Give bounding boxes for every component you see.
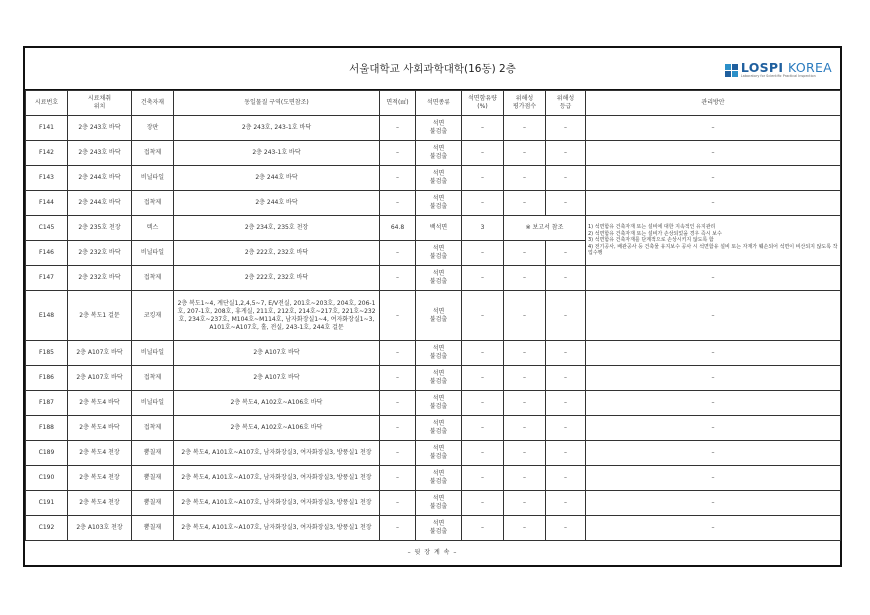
cell-pct: – xyxy=(462,516,504,541)
cell-pct: – xyxy=(462,466,504,491)
cell-loc: 2층 243호 바닥 xyxy=(68,141,132,166)
cell-score: – xyxy=(504,116,546,141)
cell-id: F144 xyxy=(26,191,68,216)
cell-loc: 2층 복도4 바닥 xyxy=(68,391,132,416)
cell-area: – xyxy=(380,366,416,391)
cell-mgmt: – xyxy=(586,366,841,391)
cell-zone: 2층 244호 바닥 xyxy=(174,191,380,216)
cell-pct: 3 xyxy=(462,216,504,241)
cell-pct: – xyxy=(462,491,504,516)
table-row xyxy=(26,141,841,166)
cell-mat: 비닐타일 xyxy=(132,166,174,191)
cell-mat: 텍스 xyxy=(132,216,174,241)
cell-zone: 2층 222호, 232호 바닥 xyxy=(174,241,380,266)
table-row xyxy=(26,291,841,341)
cell-type: 석면 불검출 xyxy=(416,341,462,366)
cell-id: F188 xyxy=(26,416,68,441)
cell-pct: – xyxy=(462,116,504,141)
cell-type: 석면 불검출 xyxy=(416,191,462,216)
cell-id: C145 xyxy=(26,216,68,241)
cell-mgmt: – xyxy=(586,416,841,441)
table-row xyxy=(26,191,841,216)
cell-loc: 2층 A107호 바닥 xyxy=(68,341,132,366)
cell-mgmt: – xyxy=(586,491,841,516)
cell-grade: – xyxy=(546,166,586,191)
cell-grade: – xyxy=(546,366,586,391)
cell-type: 백석면 xyxy=(416,216,462,241)
cell-area: – xyxy=(380,116,416,141)
company-logo xyxy=(725,57,832,83)
cell-mat: 코킹재 xyxy=(132,291,174,341)
logo-grid-icon xyxy=(725,64,737,76)
cell-mgmt: – xyxy=(586,391,841,416)
cell-pct: – xyxy=(462,416,504,441)
cell-score: – xyxy=(504,516,546,541)
cell-mgmt: – xyxy=(586,341,841,366)
cell-zone: 2층 243호, 243-1호 바닥 xyxy=(174,116,380,141)
cell-id: F185 xyxy=(26,341,68,366)
cell-zone: 2층 244호 바닥 xyxy=(174,166,380,191)
cell-id: F143 xyxy=(26,166,68,191)
cell-loc: 2층 복도4 천장 xyxy=(68,491,132,516)
cell-type: 석면 불검출 xyxy=(416,516,462,541)
cell-type: 석면 불검출 xyxy=(416,441,462,466)
cell-grade: – xyxy=(546,466,586,491)
column-header: 관리방안 xyxy=(586,91,841,116)
cell-loc: 2층 복도4 바닥 xyxy=(68,416,132,441)
cell-zone: 2층 복도4, A101호~A107호, 남자화장실3, 여자화장실3, 방풍실1 천장 xyxy=(174,516,380,541)
table-row xyxy=(26,491,841,516)
cell-zone: 2층 복도4, A101호~A107호, 남자화장실3, 여자화장실3, 방풍실1 천장 xyxy=(174,466,380,491)
cell-score: – xyxy=(504,141,546,166)
cell-mgmt: – xyxy=(586,516,841,541)
cell-loc: 2층 243호 바닥 xyxy=(68,116,132,141)
cell-zone: 2층 복도4, A102호~A106호 바닥 xyxy=(174,391,380,416)
cell-type: 석면 불검출 xyxy=(416,391,462,416)
cell-area: 64.8 xyxy=(380,216,416,241)
cell-grade: – xyxy=(546,441,586,466)
cell-type: 석면 불검출 xyxy=(416,241,462,266)
cell-zone: 2층 복도4, A102호~A106호 바닥 xyxy=(174,416,380,441)
column-header: 시료채취 위치 xyxy=(68,91,132,116)
cell-id: E148 xyxy=(26,291,68,341)
cell-score: ※ 보고서 참조 xyxy=(504,216,586,241)
cell-pct: – xyxy=(462,341,504,366)
cell-mat: 접착제 xyxy=(132,266,174,291)
cell-grade: – xyxy=(546,391,586,416)
cell-pct: – xyxy=(462,266,504,291)
cell-mat: 접착제 xyxy=(132,366,174,391)
cell-mgmt: – xyxy=(586,191,841,216)
cell-id: C191 xyxy=(26,491,68,516)
cell-id: F142 xyxy=(26,141,68,166)
cell-id: F147 xyxy=(26,266,68,291)
cell-type: 석면 불검출 xyxy=(416,266,462,291)
table-row xyxy=(26,216,841,241)
cell-mat: 장판 xyxy=(132,116,174,141)
column-header: 시료번호 xyxy=(26,91,68,116)
cell-pct: – xyxy=(462,441,504,466)
table-row xyxy=(26,516,841,541)
cell-type: 석면 불검출 xyxy=(416,466,462,491)
cell-pct: – xyxy=(462,391,504,416)
cell-grade: – xyxy=(546,116,586,141)
cell-score: – xyxy=(504,491,546,516)
cell-id: C192 xyxy=(26,516,68,541)
cell-area: – xyxy=(380,516,416,541)
table-row xyxy=(26,366,841,391)
continued-note: – 뒷 장 계 속 – xyxy=(407,549,458,556)
table-row xyxy=(26,116,841,141)
cell-area: – xyxy=(380,466,416,491)
table-row xyxy=(26,391,841,416)
table-row xyxy=(26,166,841,191)
cell-pct: – xyxy=(462,166,504,191)
table-header-row xyxy=(26,91,841,116)
cell-type: 석면 불검출 xyxy=(416,291,462,341)
cell-type: 석면 불검출 xyxy=(416,141,462,166)
cell-grade: – xyxy=(546,416,586,441)
cell-type: 석면 불검출 xyxy=(416,416,462,441)
cell-mat: 뿜칠재 xyxy=(132,466,174,491)
cell-loc: 2층 232호 바닥 xyxy=(68,266,132,291)
table-row xyxy=(26,416,841,441)
cell-zone: 2층 복도4, A101호~A107호, 남자화장실3, 여자화장실3, 방풍실1 천장 xyxy=(174,441,380,466)
cell-area: – xyxy=(380,441,416,466)
cell-zone: 2층 243-1호 바닥 xyxy=(174,141,380,166)
cell-loc: 2층 복도1 걸문 xyxy=(68,291,132,341)
cell-area: – xyxy=(380,491,416,516)
cell-mat: 비닐타일 xyxy=(132,341,174,366)
cell-mat: 접착제 xyxy=(132,416,174,441)
column-header: 동일물질 구역(도면참조) xyxy=(174,91,380,116)
cell-grade: – xyxy=(546,191,586,216)
asbestos-table xyxy=(25,90,841,541)
page-title: 서울대학교 사회과학대학(16동) 2층 xyxy=(349,63,516,75)
table-row xyxy=(26,441,841,466)
cell-area: – xyxy=(380,416,416,441)
cell-type: 석면 불검출 xyxy=(416,491,462,516)
cell-loc: 2층 244호 바닥 xyxy=(68,191,132,216)
cell-type: 석면 불검출 xyxy=(416,166,462,191)
cell-area: – xyxy=(380,141,416,166)
cell-zone: 2층 222호, 232호 바닥 xyxy=(174,266,380,291)
cell-area: – xyxy=(380,266,416,291)
cell-score: – xyxy=(504,291,546,341)
cell-grade: – xyxy=(546,266,586,291)
report-sheet xyxy=(23,46,842,567)
cell-loc: 2층 244호 바닥 xyxy=(68,166,132,191)
cell-pct: – xyxy=(462,141,504,166)
logo-second-text: KOREA xyxy=(788,60,832,75)
cell-score: – xyxy=(504,466,546,491)
cell-loc: 2층 232호 바닥 xyxy=(68,241,132,266)
table-row xyxy=(26,466,841,491)
column-header: 위해성 평가점수 xyxy=(504,91,546,116)
cell-area: – xyxy=(380,166,416,191)
cell-id: C190 xyxy=(26,466,68,491)
cell-id: F187 xyxy=(26,391,68,416)
cell-mat: 비닐타일 xyxy=(132,241,174,266)
cell-score: – xyxy=(504,366,546,391)
cell-mat: 뿜칠재 xyxy=(132,516,174,541)
cell-score: – xyxy=(504,391,546,416)
cell-score: – xyxy=(504,416,546,441)
cell-grade: – xyxy=(546,291,586,341)
cell-mat: 뿜칠재 xyxy=(132,491,174,516)
cell-type: 석면 불검출 xyxy=(416,366,462,391)
cell-pct: – xyxy=(462,291,504,341)
cell-zone: 2층 복도4, A101호~A107호, 남자화장실3, 여자화장실3, 방풍실1 천장 xyxy=(174,491,380,516)
cell-loc: 2층 복도4 천장 xyxy=(68,466,132,491)
column-header: 석면함유량 (%) xyxy=(462,91,504,116)
column-header: 건축자재 xyxy=(132,91,174,116)
cell-grade: – xyxy=(546,141,586,166)
cell-id: F141 xyxy=(26,116,68,141)
cell-loc: 2층 A107호 바닥 xyxy=(68,366,132,391)
cell-id: C189 xyxy=(26,441,68,466)
cell-grade: – xyxy=(546,491,586,516)
cell-score: – xyxy=(504,341,546,366)
cell-score: – xyxy=(504,241,546,266)
cell-zone: 2층 234호, 235호 천장 xyxy=(174,216,380,241)
column-header: 석면종류 xyxy=(416,91,462,116)
cell-area: – xyxy=(380,241,416,266)
logo-main-text: LOSPI xyxy=(740,60,784,75)
cell-score: – xyxy=(504,266,546,291)
cell-area: – xyxy=(380,341,416,366)
cell-loc: 2층 A103호 천장 xyxy=(68,516,132,541)
cell-mat: 뿜칠재 xyxy=(132,441,174,466)
table-body xyxy=(26,116,841,541)
cell-score: – xyxy=(504,191,546,216)
cell-zone: 2층 A107호 바닥 xyxy=(174,366,380,391)
cell-score: – xyxy=(504,441,546,466)
cell-mat: 접착제 xyxy=(132,191,174,216)
cell-pct: – xyxy=(462,191,504,216)
cell-area: – xyxy=(380,191,416,216)
cell-loc: 2층 235호 천장 xyxy=(68,216,132,241)
cell-mat: 접착제 xyxy=(132,141,174,166)
cell-pct: – xyxy=(462,241,504,266)
cell-mgmt: – xyxy=(586,166,841,191)
logo-subtitle: Laboratory for Scientific Practical Inspection xyxy=(740,74,816,78)
cell-mgmt: – xyxy=(586,266,841,291)
cell-id: F146 xyxy=(26,241,68,266)
cell-type: 석면 불검출 xyxy=(416,116,462,141)
cell-zone: 2층 A107호 바닥 xyxy=(174,341,380,366)
cell-mgmt: – xyxy=(586,116,841,141)
cell-score: – xyxy=(504,166,546,191)
cell-zone: 2층 복도1~4, 계단실1,2,4,5~7, E/V전실, 201호~203호, 204호, 206-1호, 207-1호, 208호, 휴게실, 211호, 212호, 214호~217호, 221호~232호, 234호~237호, M104호~M114호, 남자화장실1~4, 여자화장실1~3, A101호~A107호, 홀, 전실, 243-1호, 244호 걸문 xyxy=(174,291,380,341)
cell-area: – xyxy=(380,291,416,341)
cell-loc: 2층 복도4 천장 xyxy=(68,441,132,466)
table-row xyxy=(26,266,841,291)
cell-mgmt: – xyxy=(586,441,841,466)
cell-mat: 비닐타일 xyxy=(132,391,174,416)
cell-mgmt: – xyxy=(586,466,841,491)
column-header: 위해성 등급 xyxy=(546,91,586,116)
cell-grade: – xyxy=(546,241,586,266)
cell-grade: – xyxy=(546,516,586,541)
cell-id: F186 xyxy=(26,366,68,391)
cell-grade: – xyxy=(546,341,586,366)
cell-mgmt: – xyxy=(586,291,841,341)
table-row xyxy=(26,341,841,366)
cell-mgmt: – xyxy=(586,141,841,166)
title-bar xyxy=(25,48,840,90)
cell-area: – xyxy=(380,391,416,416)
column-header: 면적(㎡) xyxy=(380,91,416,116)
cell-pct: – xyxy=(462,366,504,391)
cell-mgmt: 1) 석면함유 건축자재 또는 설비에 대한 지속적인 유지관리 2) 석면함유 건축자재 또는 설비가 손상되었을 경우 즉시 보수 3) 석면함유 건축자재를 단계적으로 손상시키지 않도록 함 4) 전기공사, 배관공사 등 건축물 유지보수 공사 시 석면함유 설비 또는 자재가 훼손되어 석면이 비산되지 않도록 작업수행 xyxy=(586,216,841,266)
